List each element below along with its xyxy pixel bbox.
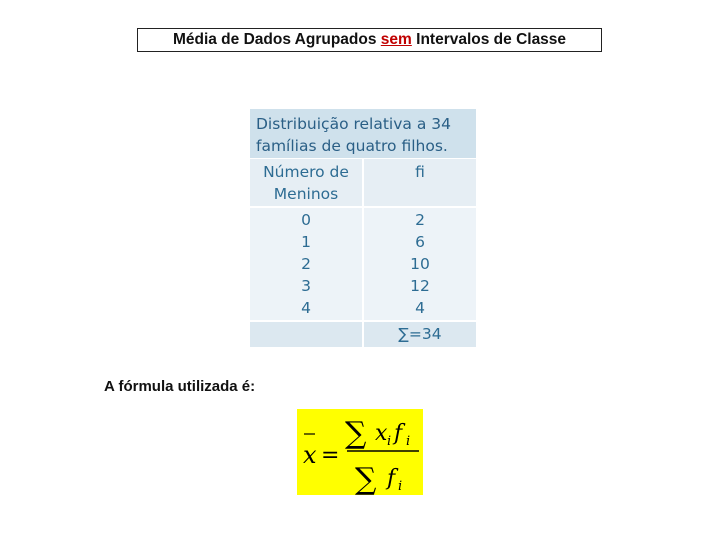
sum-icon-denominator: ∑ <box>355 462 377 495</box>
total-cell: ∑=34 <box>364 322 476 347</box>
numerator-x: x <box>375 421 388 446</box>
title-part2: Intervalos de Classe <box>416 31 567 48</box>
numerator-sub-i1: i <box>387 434 392 449</box>
fi-value: 4 <box>415 299 425 317</box>
meninos-value: 1 <box>301 233 311 251</box>
total-blank-cell <box>250 322 362 347</box>
formula-graphic <box>297 409 423 495</box>
slide-title <box>137 28 602 52</box>
formula-label: A fórmula utilizada é: <box>104 378 256 395</box>
header-fi: fi <box>364 159 476 206</box>
formula-equals: = <box>321 443 340 468</box>
meninos-value: 3 <box>301 277 311 295</box>
distribution-table <box>250 109 476 347</box>
meninos-value: 4 <box>301 299 311 317</box>
fi-value: 6 <box>415 233 425 251</box>
fi-value: 10 <box>410 255 430 273</box>
header-meninos-line2: Meninos <box>273 185 339 203</box>
caption-line1: Distribuição relativa a 34 <box>256 115 451 133</box>
fi-value: 2 <box>415 211 425 229</box>
header-meninos-line1: Número de <box>263 163 349 181</box>
numerator-sub-i2: i <box>406 434 411 449</box>
fi-value: 12 <box>410 277 430 295</box>
denominator-f: f <box>387 466 396 491</box>
sum-icon-numerator: ∑ <box>345 416 367 451</box>
mean-formula <box>297 409 423 495</box>
table-caption <box>250 109 476 158</box>
numerator-f: f <box>394 421 403 446</box>
title-emphasis: sem <box>380 31 412 48</box>
caption-line2: famílias de quatro filhos. <box>256 137 448 155</box>
meninos-column <box>250 208 362 320</box>
fi-column <box>364 208 476 320</box>
denominator-sub-i: i <box>398 479 403 494</box>
header-meninos <box>250 159 362 206</box>
meninos-value: 2 <box>301 255 311 273</box>
title-part1: Média de Dados Agrupados <box>172 31 377 48</box>
formula-lhs: x <box>303 441 317 469</box>
meninos-value: 0 <box>301 211 311 229</box>
